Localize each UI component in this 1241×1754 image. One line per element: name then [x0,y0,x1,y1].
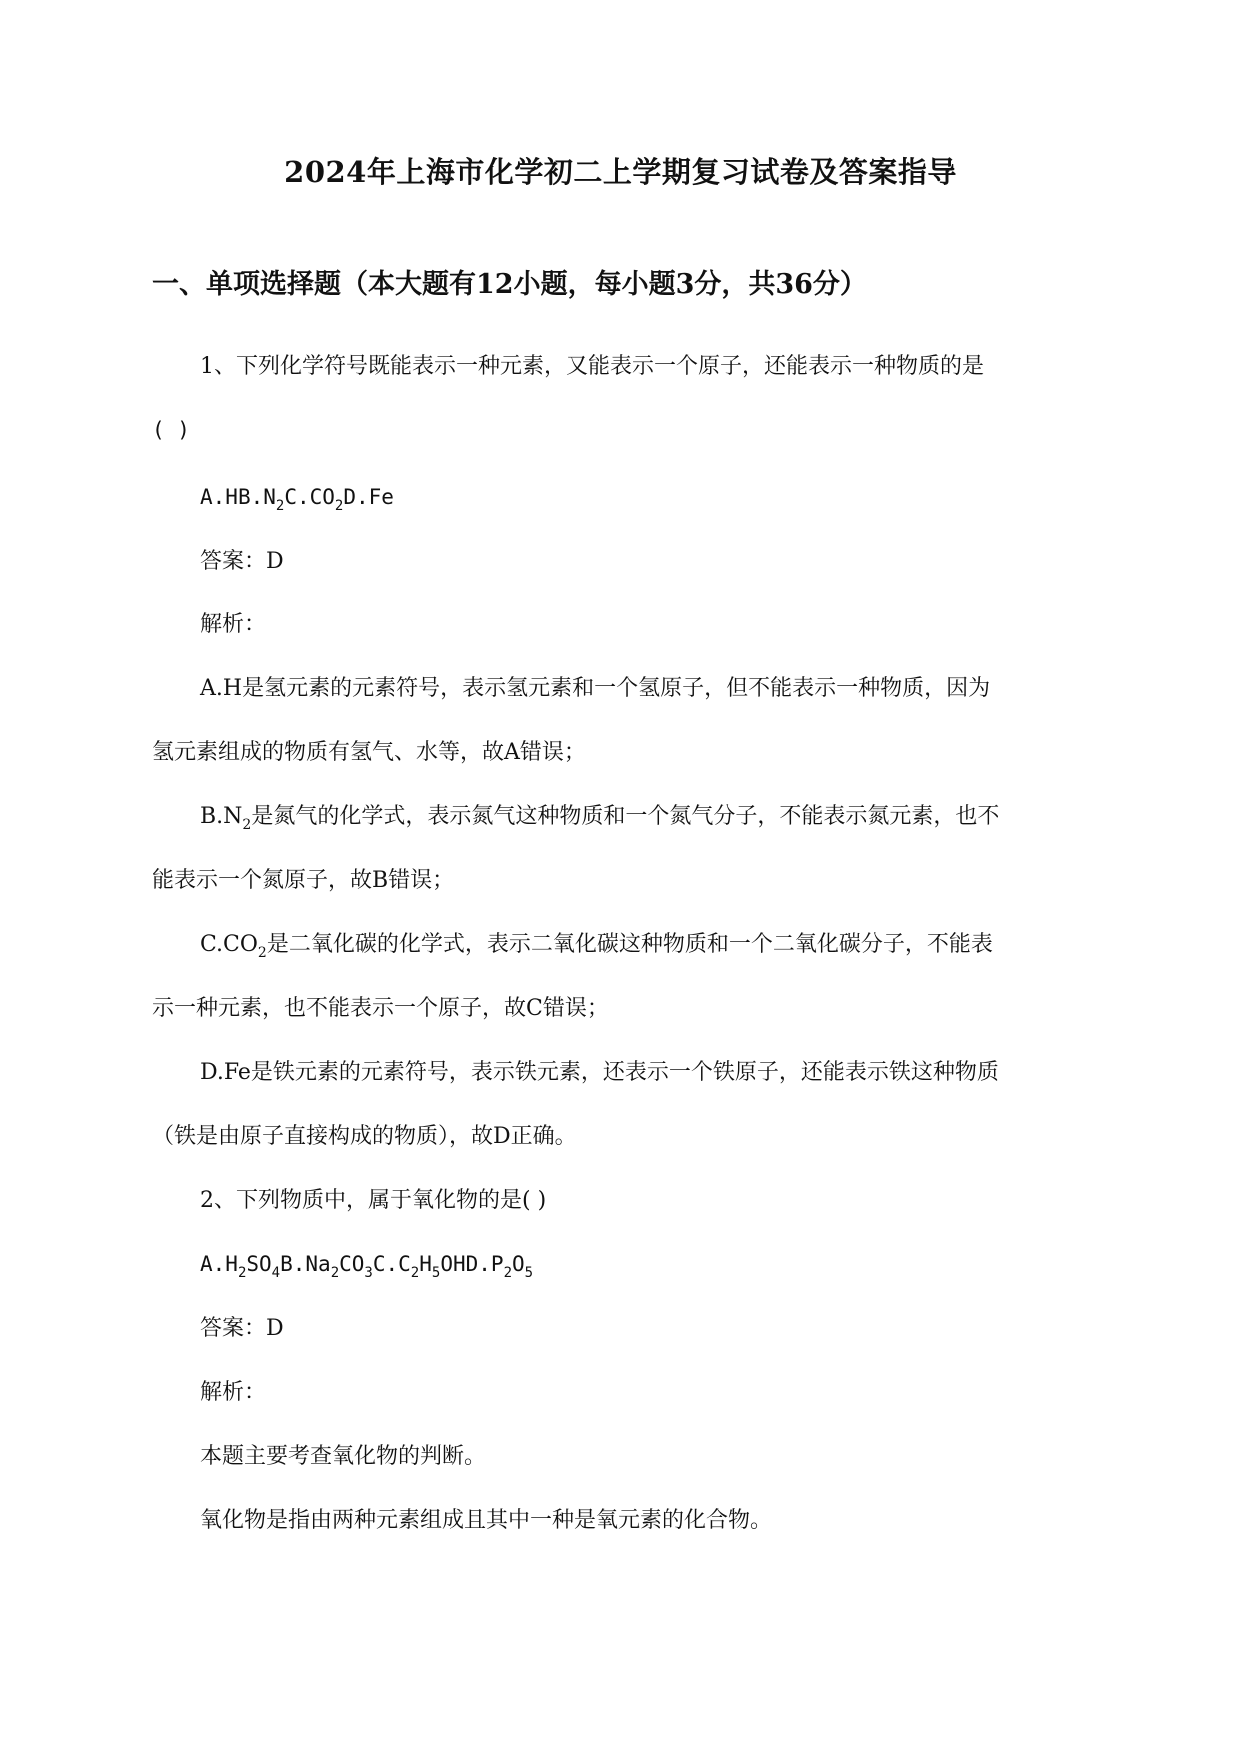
q1-analysis-a-line1: A.H是氢元素的元素符号，表示氢元素和一个氢原子，但不能表示一种物质，因为 [200,676,991,701]
q2-option-d-part2: O [512,1252,525,1276]
q2-option-d-sub2: 5 [524,1265,534,1281]
q1-option-c: C.CO [284,485,335,509]
q1-stem-line1: 1、下列化学符号既能表示一种元素，又能表示一个原子，还能表示一种物质的是 [200,354,984,379]
q1-option-a: A.H [200,485,238,509]
q2-option-b-part1: B.Na [280,1252,331,1276]
q1-analysis-b-subscript: 2 [242,817,252,833]
q2-stem: 2、下列物质中，属于氧化物的是( ) [200,1188,547,1213]
q1-analysis-b-line1 [200,806,999,832]
q2-option-b-sub2: 3 [364,1265,373,1281]
q2-option-c-part2: H [419,1252,432,1276]
document-title: 2024年上海市化学初二上学期复习试卷及答案指导 [284,155,957,189]
q1-option-d: D.Fe [343,485,394,509]
q1-answer: 答案：D [200,549,284,574]
q1-options [200,487,394,513]
q2-option-a-sub2: 4 [271,1265,281,1281]
q2-option-c-part3: OH [440,1252,466,1276]
q2-option-c-sub2: 5 [431,1265,441,1281]
q1-analysis-c-line1 [200,934,993,960]
q2-option-c-part1: C.C [372,1252,411,1276]
q2-analysis-line2: 氧化物是指由两种元素组成且其中一种是氧元素的化合物。 [200,1508,773,1533]
q1-analysis-b-formula: B.N [200,804,243,829]
q2-option-d-sub1: 2 [503,1265,512,1281]
q2-option-b-sub1: 2 [330,1265,340,1281]
q2-option-b-part2: CO [339,1252,365,1276]
q1-option-c-subscript: 2 [334,498,344,514]
section-heading: 一、单项选择题（本大题有12小题，每小题3分，共36分） [152,269,867,300]
q2-analysis-label: 解析： [200,1380,267,1405]
q1-analysis-d-line2: （铁是由原子直接构成的物质），故D正确。 [152,1124,577,1149]
q1-analysis-c-text: 是二氧化碳的化学式，表示二氧化碳这种物质和一个二氧化碳分子，不能表 [266,932,993,957]
q1-stem-line2: ( ) [152,418,190,442]
q1-option-b: B.N [237,485,276,509]
q2-option-c-sub1: 2 [410,1265,420,1281]
q2-option-d-part1: D.P [465,1252,504,1276]
q2-answer: 答案：D [200,1316,284,1341]
q1-analysis-c-formula: C.CO [200,932,258,957]
q1-analysis-b-line2: 能表示一个氮原子，故B错误； [152,868,455,893]
q1-analysis-b-text: 是氮气的化学式，表示氮气这种物质和一个氮气分子，不能表示氮元素，也不 [251,804,1000,829]
q1-option-b-subscript: 2 [275,498,285,514]
q2-option-a-part2: SO [246,1252,272,1276]
q1-analysis-c-subscript: 2 [257,945,267,961]
q2-analysis-line1: 本题主要考查氧化物的判断。 [200,1444,487,1469]
q1-analysis-label: 解析： [200,612,267,637]
q2-options [200,1254,533,1280]
q1-analysis-a-line2: 氢元素组成的物质有氢气、水等，故A错误； [152,740,586,765]
q1-analysis-d-line1: D.Fe是铁元素的元素符号，表示铁元素，还表示一个铁原子，还能表示铁这种物质 [200,1060,999,1085]
q2-option-a-sub1: 2 [237,1265,247,1281]
q2-option-a-part1: A.H [200,1252,238,1276]
q1-analysis-c-line2: 示一种元素，也不能表示一个原子，故C错误； [152,996,609,1021]
